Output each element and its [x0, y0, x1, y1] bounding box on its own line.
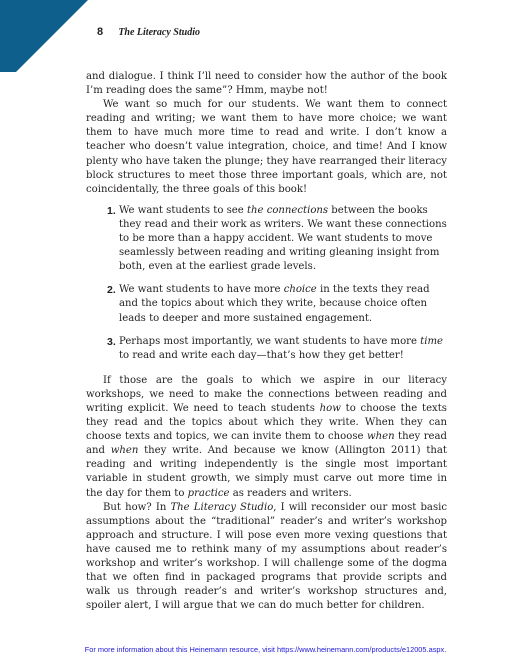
paragraph-goals-intro: We want so much for our students. We want them to connect reading and writing; we want them to have more choice; we want them to have much more time to read and write. I don’t know a teacher who doesn’t value integration, choice, and time! And I know plenty who have taken the plunge; they have rearranged their literacy block structures to meet those three important goals, which are, not coincidentally, the three goals of this book!	[86, 99, 447, 195]
goal-number: 2.	[107, 284, 116, 297]
body-text	[86, 70, 447, 613]
paragraph-but-how: But how? In The Literacy Studio, I will reconsider our most basic assumptions about the “traditional” reader’s and writer’s workshop approach and structure. I will pose even more vexing questions that have caused me to rethink many of my assumptions about reader’s workshop and writer’s workshop. I will challenge some of the dogma that we often find in packaged programs that provide scripts and walk us through reader’s and writer’s workshop structures and, spoiler alert, I will argue that we can do much better for children.	[86, 501, 448, 612]
goal-text: We want students to see the connections between the books they read and their work as writers. We want these connections to be more than a happy accident. We want students to move seamlessly between reading and writing gleaning insight from both, even at the earliest grade levels.	[119, 204, 447, 273]
goal-text: We want students to have more choice in the texts they read and the topics about which they write, because choice often leads to deeper and more sustained engagement.	[119, 284, 430, 324]
goals-list	[86, 204, 447, 363]
goal-item	[107, 283, 447, 325]
goal-item	[107, 204, 447, 274]
goal-item	[107, 335, 447, 363]
paragraph-continued: and dialogue. I think I’ll need to consider how the author of the book I’m reading does the same”? Hmm, maybe not!	[86, 71, 447, 97]
running-header	[97, 26, 200, 38]
corner-tab	[0, 0, 88, 72]
goal-number: 3.	[107, 335, 116, 348]
running-title: The Literacy Studio	[118, 27, 200, 38]
footer-link[interactable]: For more information about this Heinemann resource, visit https://www.heinemann.com/products/e12005.aspx.	[84, 645, 447, 654]
paragraph-goals-aspire: If those are the goals to which we aspire in our literacy workshops, we need to make the connections between reading and writing explicit. We need to teach students how to choose the texts they read and the topics about which they write. When they can choose texts and topics, we can invite them to choose when they read and when they write. And because we know (Allington 2011) that reading and writing independently is the single most important variable in student growth, we simply must carve out more time in the day for them to practice as readers and writers.	[86, 374, 447, 499]
goal-number: 1.	[107, 204, 116, 217]
page-number: 8	[97, 26, 104, 38]
goal-text: Perhaps most importantly, we want students to have more time to read and write each day—that’s how they get better!	[119, 335, 444, 361]
